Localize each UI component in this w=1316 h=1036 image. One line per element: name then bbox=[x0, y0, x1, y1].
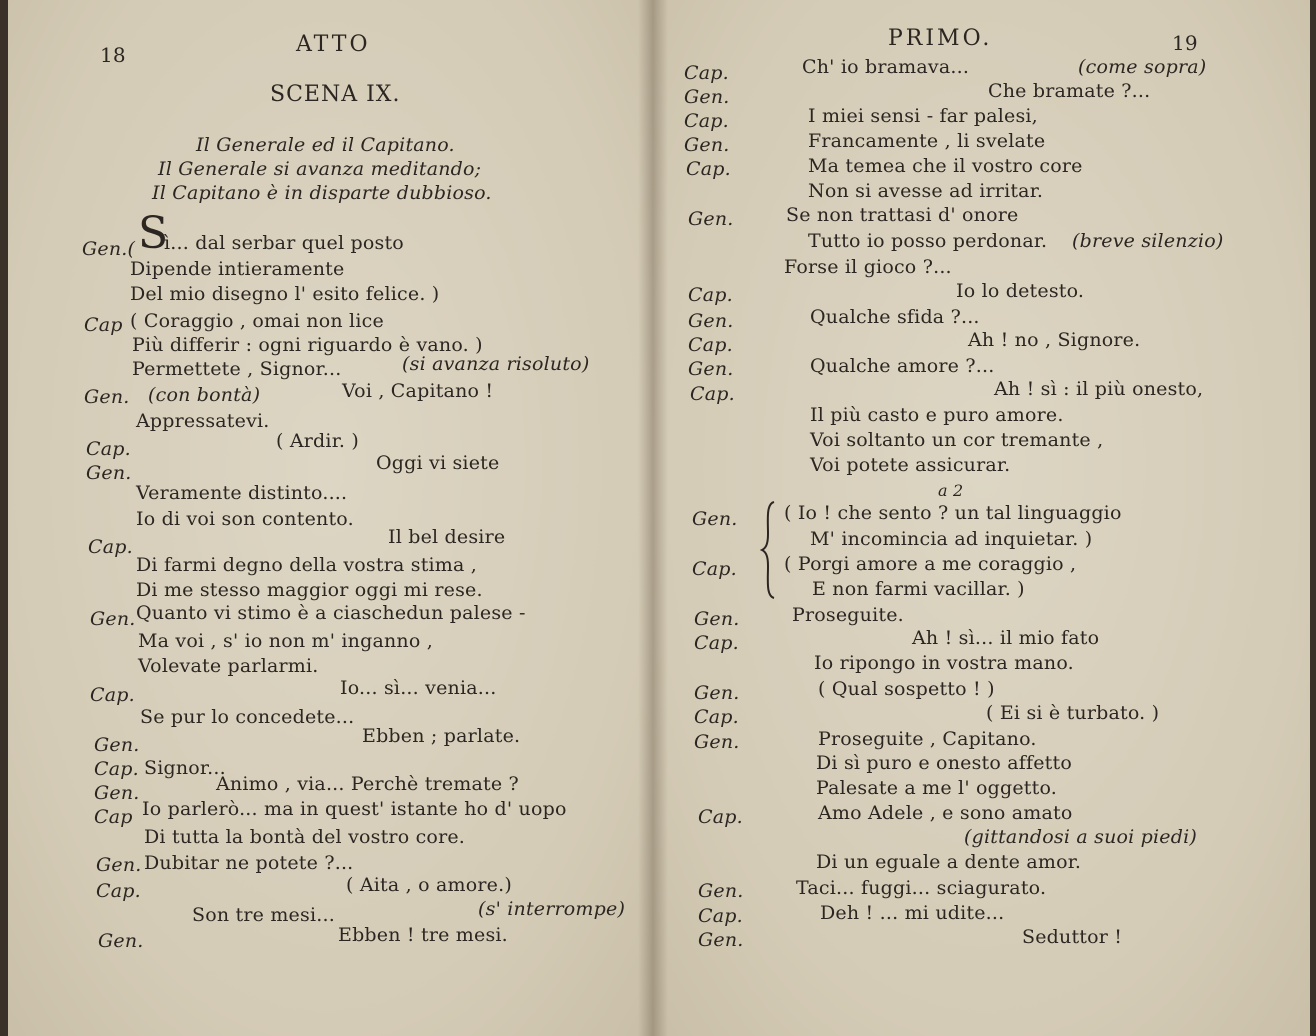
verse-line: Amo Adele , e sono amato bbox=[818, 802, 1073, 824]
verse-line: Deh ! ... mi udite... bbox=[820, 902, 1005, 924]
speaker: Cap. bbox=[686, 158, 731, 180]
verse-line: M' incomincia ad inquietar. ) bbox=[810, 528, 1093, 550]
speaker: Gen. bbox=[96, 854, 142, 876]
speaker: Gen. bbox=[94, 734, 140, 756]
book-gutter bbox=[638, 0, 668, 1036]
speaker: Gen. bbox=[688, 208, 734, 230]
speaker: Cap. bbox=[88, 536, 133, 558]
page-number: 18 bbox=[100, 43, 126, 67]
verse-line: Ma temea che il vostro core bbox=[808, 155, 1083, 177]
speaker: Gen. bbox=[692, 508, 738, 530]
verse-line: Taci... fuggi... sciagurato. bbox=[796, 877, 1047, 899]
stage-direction: (gittandosi a suoi piedi) bbox=[964, 826, 1197, 848]
verse-line: Io parlerò... ma in quest' istante ho d' uopo bbox=[142, 798, 567, 820]
verse-line: Se non trattasi d' onore bbox=[786, 204, 1019, 226]
verse-line: Il bel desire bbox=[388, 526, 506, 548]
verse-line: Qualche amore ?... bbox=[810, 355, 995, 377]
speaker: Cap. bbox=[690, 383, 735, 405]
speaker: Gen. bbox=[694, 608, 740, 630]
verse-line: Palesate a me l' oggetto. bbox=[816, 777, 1058, 799]
page-edge bbox=[0, 0, 8, 1036]
verse-line: Permettete , Signor... bbox=[132, 358, 342, 380]
verse-line: Ah ! no , Signore. bbox=[968, 329, 1141, 351]
speaker: Cap. bbox=[688, 334, 733, 356]
running-header: ATTO bbox=[296, 32, 371, 57]
scene-title: SCENA IX. bbox=[270, 82, 401, 107]
speaker: Cap. bbox=[684, 110, 729, 132]
verse-line: Ebben ; parlate. bbox=[362, 725, 521, 747]
verse-line: Io lo detesto. bbox=[956, 280, 1085, 302]
page-number: 19 bbox=[1172, 31, 1198, 55]
speaker: Cap. bbox=[94, 758, 139, 780]
verse-line: Son tre mesi... bbox=[192, 904, 335, 926]
speaker: Gen. bbox=[90, 608, 136, 630]
speaker: Gen. bbox=[84, 386, 130, 408]
drop-cap: S bbox=[138, 208, 169, 259]
verse-line: Di me stesso maggior oggi mi rese. bbox=[136, 579, 483, 601]
verse-line: Francamente , li svelate bbox=[808, 130, 1046, 152]
verse-line: Seduttor ! bbox=[1022, 926, 1123, 948]
stage-direction: (si avanza risoluto) bbox=[402, 353, 590, 375]
verse-line: Dipende intieramente bbox=[130, 258, 345, 280]
verse-line: Se pur lo concedete... bbox=[140, 706, 355, 728]
stage-direction: Il Generale ed il Capitano. bbox=[196, 134, 455, 156]
verse-line: Ah ! sì : il più onesto, bbox=[994, 378, 1204, 400]
verse-line: Oggi vi siete bbox=[376, 452, 500, 474]
verse-line: Voi potete assicurar. bbox=[810, 454, 1011, 476]
speaker: Gen. bbox=[94, 782, 140, 804]
verse-line: Appressatevi. bbox=[136, 410, 270, 432]
speaker: Cap. bbox=[96, 880, 141, 902]
verse-line: Quanto vi stimo è a ciaschedun palese - bbox=[136, 602, 526, 624]
verse-line: Che bramate ?... bbox=[988, 80, 1151, 102]
brace-icon bbox=[760, 500, 778, 600]
verse-line: Voi , Capitano ! bbox=[342, 380, 494, 402]
verse-line: I miei sensi - far palesi, bbox=[808, 105, 1038, 127]
speaker: Gen. bbox=[688, 358, 734, 380]
speaker: Cap bbox=[94, 806, 133, 828]
speaker: Gen. bbox=[684, 134, 730, 156]
verse-line: Volevate parlarmi. bbox=[138, 655, 319, 677]
speaker: Gen. bbox=[688, 310, 734, 332]
running-header: PRIMO. bbox=[888, 26, 993, 51]
verse-line: E non farmi vacillar. ) bbox=[812, 578, 1025, 600]
verse-line: ( Aita , o amore.) bbox=[346, 874, 512, 896]
verse-line: ì... dal serbar quel posto bbox=[164, 232, 404, 254]
verse-line: Animo , via... Perchè tremate ? bbox=[216, 773, 519, 795]
verse-line: Di sì puro e onesto affetto bbox=[816, 752, 1072, 774]
speaker: Cap. bbox=[694, 632, 739, 654]
verse-line: Non si avesse ad irritar. bbox=[808, 180, 1044, 202]
verse-line: ( Coraggio , omai non lice bbox=[130, 310, 384, 332]
verse-line: Io... sì... venia... bbox=[340, 677, 497, 699]
speaker: Cap. bbox=[90, 684, 135, 706]
verse-line: Veramente distinto.... bbox=[136, 482, 348, 504]
speaker: Gen. bbox=[694, 682, 740, 704]
verse-line: Io di voi son contento. bbox=[136, 508, 354, 530]
stage-direction: Il Generale si avanza meditando; bbox=[158, 158, 482, 180]
stage-direction: (s' interrompe) bbox=[478, 898, 626, 920]
verse-line: ( Io ! che sento ? un tal linguaggio bbox=[784, 502, 1122, 524]
stage-direction: (come sopra) bbox=[1078, 56, 1207, 78]
verse-line: Signor... bbox=[144, 757, 226, 779]
stage-direction: Il Capitano è in disparte dubbioso. bbox=[152, 182, 492, 204]
stage-direction: (con bontà) bbox=[148, 384, 261, 406]
speaker: Gen. bbox=[98, 930, 144, 952]
verse-line: Dubitar ne potete ?... bbox=[144, 852, 354, 874]
verse-line: Voi soltanto un cor tremante , bbox=[810, 429, 1104, 451]
speaker: Gen. bbox=[698, 929, 744, 951]
speaker: Gen. bbox=[86, 462, 132, 484]
page-edge bbox=[1310, 0, 1316, 1036]
verse-line: Di tutta la bontà del vostro core. bbox=[144, 826, 466, 848]
speaker: Gen. bbox=[684, 86, 730, 108]
speaker: Gen. bbox=[694, 731, 740, 753]
verse-line: Ah ! sì... il mio fato bbox=[912, 627, 1100, 649]
verse-line: Il più casto e puro amore. bbox=[810, 404, 1064, 426]
verse-line: Forse il gioco ?... bbox=[784, 256, 952, 278]
verse-line: ( Ei si è turbato. ) bbox=[986, 702, 1160, 724]
verse-line: Ch' io bramava... bbox=[802, 56, 970, 78]
verse-line: Ma voi , s' io non m' inganno , bbox=[138, 630, 433, 652]
left-page bbox=[0, 0, 652, 1036]
speaker: Cap. bbox=[692, 558, 737, 580]
stage-direction: (breve silenzio) bbox=[1072, 230, 1224, 252]
speaker: Gen. bbox=[698, 880, 744, 902]
verse-line: ( Porgi amore a me coraggio , bbox=[784, 553, 1077, 575]
verse-line: Tutto io posso perdonar. bbox=[808, 230, 1048, 252]
verse-line: Del mio disegno l' esito felice. ) bbox=[130, 283, 440, 305]
right-page bbox=[652, 0, 1316, 1036]
speaker: Cap. bbox=[688, 284, 733, 306]
verse-line: Proseguite. bbox=[792, 604, 904, 626]
verse-line: ( Qual sospetto ! ) bbox=[818, 678, 995, 700]
speaker: Cap. bbox=[684, 62, 729, 84]
verse-line: Io ripongo in vostra mano. bbox=[814, 652, 1074, 674]
speaker: Gen.( bbox=[82, 238, 136, 260]
verse-line: Di un eguale a dente amor. bbox=[816, 851, 1082, 873]
verse-line: Più differir : ogni riguardo è vano. ) bbox=[132, 334, 483, 356]
duet-marker: a 2 bbox=[938, 481, 964, 500]
verse-line: Proseguite , Capitano. bbox=[818, 728, 1037, 750]
speaker: Cap. bbox=[698, 905, 743, 927]
speaker: Cap bbox=[84, 314, 123, 336]
speaker: Cap. bbox=[698, 806, 743, 828]
speaker: Cap. bbox=[694, 706, 739, 728]
verse-line: Ebben ! tre mesi. bbox=[338, 924, 508, 946]
speaker: Cap. bbox=[86, 438, 131, 460]
verse-line: Qualche sfida ?... bbox=[810, 306, 980, 328]
verse-line: Di farmi degno della vostra stima , bbox=[136, 554, 478, 576]
verse-line: ( Ardir. ) bbox=[276, 430, 359, 452]
